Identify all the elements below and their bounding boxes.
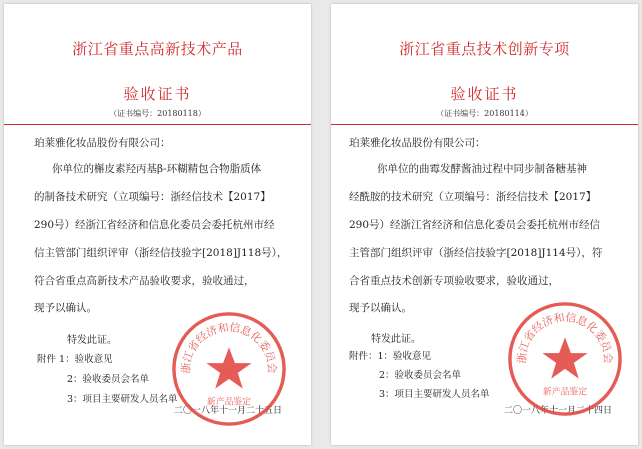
cert-title: 浙江省重点技术创新专项 — [399, 40, 570, 58]
svg-text:新产品鉴定: 新产品鉴定 — [542, 387, 588, 398]
cert-number: （证书编号：20180118） — [109, 109, 206, 118]
issue-date: 二〇一八年十一月二十四日 — [504, 406, 613, 416]
certificate-right — [331, 4, 638, 445]
body-line: 信主管部门组织评审（浙经信技验字[2018]J118号）， — [34, 247, 288, 259]
header-divider — [331, 124, 638, 125]
body-line: 你单位的槲皮素羟丙基β-环糊精包合物脂质体 — [52, 163, 262, 175]
issue-date: 二〇一八年十一月二十五日 — [174, 406, 283, 416]
cert-subtitle: 验收证书 — [123, 85, 192, 103]
svg-text:浙江省经济和信息化委员会: 浙江省经济和信息化委员会 — [515, 310, 615, 364]
attachment-item: 2：验收委员会名单 — [379, 370, 462, 381]
issuance-statement: 特发此证。 — [371, 334, 421, 345]
attachment-item: 附件 1：验收意见 — [37, 354, 113, 365]
attachment-item: 2：验收委员会名单 — [67, 374, 150, 385]
cert-subtitle: 验收证书 — [450, 85, 519, 103]
body-line: 你单位的曲霉发酵酱油过程中同步制备糖基神 — [377, 163, 587, 175]
company-name: 珀莱雅化妆品股份有限公司： — [34, 137, 171, 149]
official-seal-icon — [506, 300, 624, 418]
attachment-item: 3：项目主要研发人员名单 — [379, 389, 490, 400]
body-line: 现予以确认。 — [349, 302, 412, 314]
body-line: 合省重点技术创新专项验收要求，验收通过， — [349, 275, 559, 287]
body-line: 的制备技术研究（立项编号：浙经信技术【2017】 — [34, 191, 271, 203]
cert-number: （证书编号：20180114） — [436, 109, 533, 118]
header-divider — [4, 124, 311, 125]
attachment-item: 附件：1：验收意见 — [349, 351, 432, 362]
svg-text:浙江省经济和信息化委员会: 浙江省经济和信息化委员会 — [179, 320, 279, 374]
body-line: 现予以确认。 — [34, 302, 97, 314]
body-line: 主管部门组织评审（浙经信技验字[2018]J114号），符 — [349, 247, 603, 259]
certificate-left — [4, 4, 311, 445]
svg-text:新产品鉴定: 新产品鉴定 — [206, 397, 252, 408]
body-line: 290号）经浙江省经济和信息化委员会委托杭州市经信 — [349, 219, 601, 231]
issuance-statement: 特发此证。 — [67, 335, 117, 346]
body-line: 290号）经浙江省经济和信息化委员会委托杭州市经 — [34, 219, 275, 231]
cert-title: 浙江省重点高新技术产品 — [72, 40, 243, 58]
attachment-item: 3：项目主要研发人员名单 — [67, 394, 178, 405]
body-line: 符合省重点高新技术产品验收要求，验收通过， — [34, 275, 255, 287]
company-name: 珀莱雅化妆品股份有限公司： — [349, 137, 486, 149]
body-line: 经酰胺的技术研究（立项编号：浙经信技术【2017】 — [349, 191, 597, 203]
